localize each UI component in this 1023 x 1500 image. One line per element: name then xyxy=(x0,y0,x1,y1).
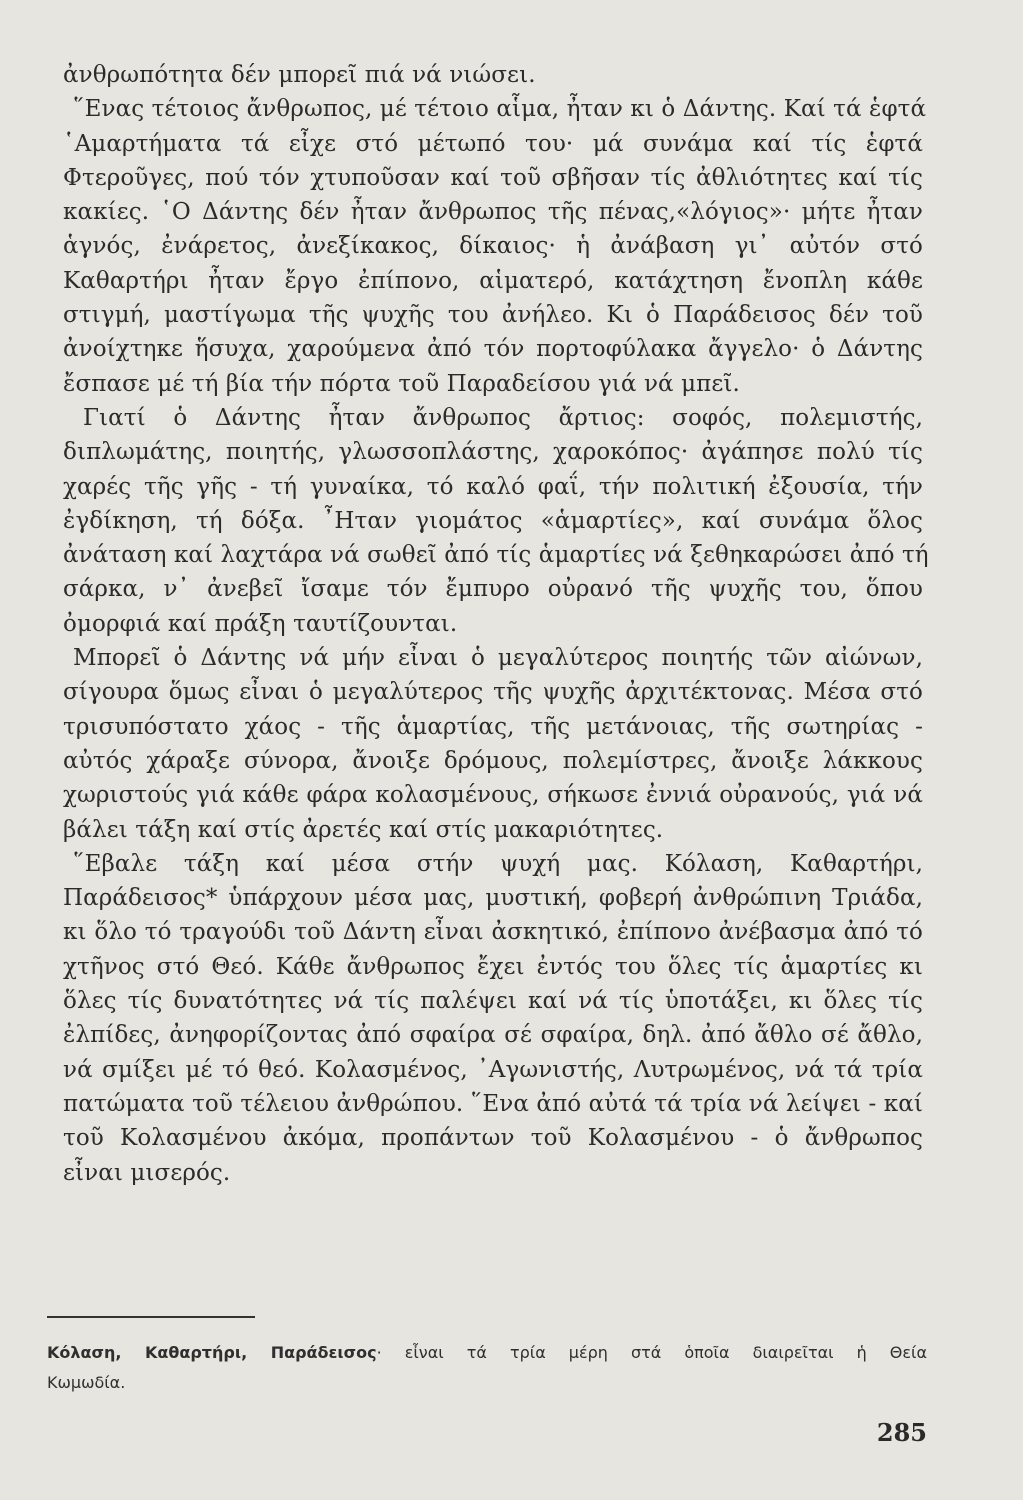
body-line: ὀμορφιά καί πράξη ταυτίζουνται. xyxy=(63,610,458,637)
body-line: τρισυπόστατο χάος - τῆς ἁμαρτίας, τῆς μετάνοιας, τῆς σωτηρίας - xyxy=(63,713,923,740)
body-line: εἶναι μισερός. xyxy=(63,1159,231,1186)
body-line: Φτεροῦγες, πού τόν χτυποῦσαν καί τοῦ σβῆσαν τίς ἀθλιότητες καί τίς xyxy=(63,164,923,191)
body-line: πατώματα τοῦ τέλειου ἀνθρώπου. ῞Ενα ἀπό αὐτά τά τρία νά λείψει - καί xyxy=(63,1090,923,1117)
body-line: ἔσπασε μέ τή βία τήν πόρτα τοῦ Παραδείσου γιά νά μπεῖ. xyxy=(63,370,740,397)
footnote-line-1 xyxy=(47,1338,927,1368)
body-line: ἐγδίκηση, τή δόξα. ῏Ηταν γιομάτος «ἁμαρτίες», καί συνάμα ὅλος xyxy=(63,507,923,534)
body-line: Γιατί ὁ Δάντης ἦταν ἄνθρωπος ἄρτιος: σοφός, πολεμιστής, xyxy=(83,404,923,431)
body-line: κακίες. ῾Ο Δάντης δέν ἦταν ἄνθρωπος τῆς πένας,«λόγιος»· μήτε ἦταν xyxy=(63,199,923,226)
body-line: βάλει τάξη καί στίς ἀρετές καί στίς μακαριότητες. xyxy=(63,816,664,843)
body-line: χτῆνος στό Θεό. Κάθε ἄνθρωπος ἔχει ἐντός του ὅλες τίς ἁμαρτίες κι xyxy=(63,953,923,980)
body-line: Παράδεισος* ὑπάρχουν μέσα μας, μυστική, φοβερή ἀνθρώπινη Τριάδα, xyxy=(63,885,923,912)
footnote-rule xyxy=(47,1316,255,1318)
body-text xyxy=(63,58,929,1190)
footnote xyxy=(47,1338,927,1398)
footnote-text: · εἶναι τά τρία μέρη στά ὁποῖα διαιρεῖται ἡ Θεία xyxy=(376,1343,928,1362)
body-line: κι ὅλο τό τραγούδι τοῦ Δάντη εἶναι ἀσκητικό, ἐπίπονο ἀνέβασμα ἀπό τό xyxy=(63,919,923,946)
footnote-line-2: Κωμωδία. xyxy=(47,1373,126,1392)
body-line: ἀνάταση καί λαχτάρα νά σωθεῖ ἀπό τίς ἁμαρτίες νά ξεθηκαρώσει ἀπό τή xyxy=(63,542,929,569)
body-line: αὐτός χάραξε σύνορα, ἄνοιξε δρόμους, πολεμίστρες, ἄνοιξε λάκκους xyxy=(63,747,923,774)
body-line: τοῦ Κολασμένου ἀκόμα, προπάντων τοῦ Κολασμένου - ὁ ἄνθρωπος xyxy=(63,1125,923,1152)
body-line: Μπορεῖ ὁ Δάντης νά μήν εἶναι ὁ μεγαλύτερος ποιητής τῶν αἰώνων, xyxy=(73,645,923,672)
body-line: χαρές τῆς γῆς - τή γυναίκα, τό καλό φαΐ, τήν πολιτική ἐξουσία, τήν xyxy=(63,473,923,500)
body-line: ῞Εβαλε τάξη καί μέσα στήν ψυχή μας. Κόλαση, Καθαρτήρι, xyxy=(73,850,923,877)
body-line: ἀνοίχτηκε ἥσυχα, χαρούμενα ἀπό τόν πορτοφύλακα ἄγγελο· ὁ Δάντης xyxy=(63,336,923,363)
body-line: ῾Αμαρτήματα τά εἶχε στό μέτωπό του· μά συνάμα καί τίς ἑφτά xyxy=(63,130,923,157)
body-line: στιγμή, μαστίγωμα τῆς ψυχῆς του ἀνήλεο. Κι ὁ Παράδεισος δέν τοῦ xyxy=(63,302,923,329)
body-line: ἁγνός, ἐνάρετος, ἀνεξίκακος, δίκαιος· ἡ ἀνάβαση γι᾿ αὐτόν στό xyxy=(63,233,923,260)
body-line: νά σμίξει μέ τό θεό. Κολασμένος, ᾿Αγωνιστής, Λυτρωμένος, νά τά τρία xyxy=(63,1056,923,1083)
footnote-term: Κόλαση, Καθαρτήρι, Παράδεισος xyxy=(47,1343,377,1362)
body-line: σάρκα, ν᾿ ἀνεβεῖ ἴσαμε τόν ἔμπυρο οὐρανό τῆς ψυχῆς του, ὅπου xyxy=(63,576,923,603)
body-line: ἐλπίδες, ἀνηφορίζοντας ἀπό σφαίρα σέ σφαίρα, δηλ. ἀπό ἄθλο σέ ἄθλο, xyxy=(63,1022,923,1049)
body-line: χωριστούς γιά κάθε φάρα κολασμένους, σήκωσε ἐννιά οὐρανούς, γιά νά xyxy=(63,782,923,809)
body-line: ῞Ενας τέτοιος ἄνθρωπος, μέ τέτοιο αἷμα, ἦταν κι ὁ Δάντης. Καί τά ἑφτά xyxy=(73,96,927,123)
body-line: ὅλες τίς δυνατότητες νά τίς παλέψει καί νά τίς ὑποτάξει, κι ὅλες τίς xyxy=(63,988,923,1015)
body-line: σίγουρα ὅμως εἶναι ὁ μεγαλύτερος τῆς ψυχῆς ἀρχιτέκτονας. Μέσα στό xyxy=(63,679,923,706)
body-line: ἀνθρωπότητα δέν μπορεῖ πιά νά νιώσει. xyxy=(63,62,536,88)
page-number: 285 xyxy=(876,1418,927,1447)
body-line: διπλωμάτης, ποιητής, γλωσσοπλάστης, χαροκόπος· ἀγάπησε πολύ τίς xyxy=(63,439,923,466)
body-line: Καθαρτήρι ἦταν ἔργο ἐπίπονο, αἱματερό, κατάχτηση ἔνοπλη κάθε xyxy=(63,267,923,294)
